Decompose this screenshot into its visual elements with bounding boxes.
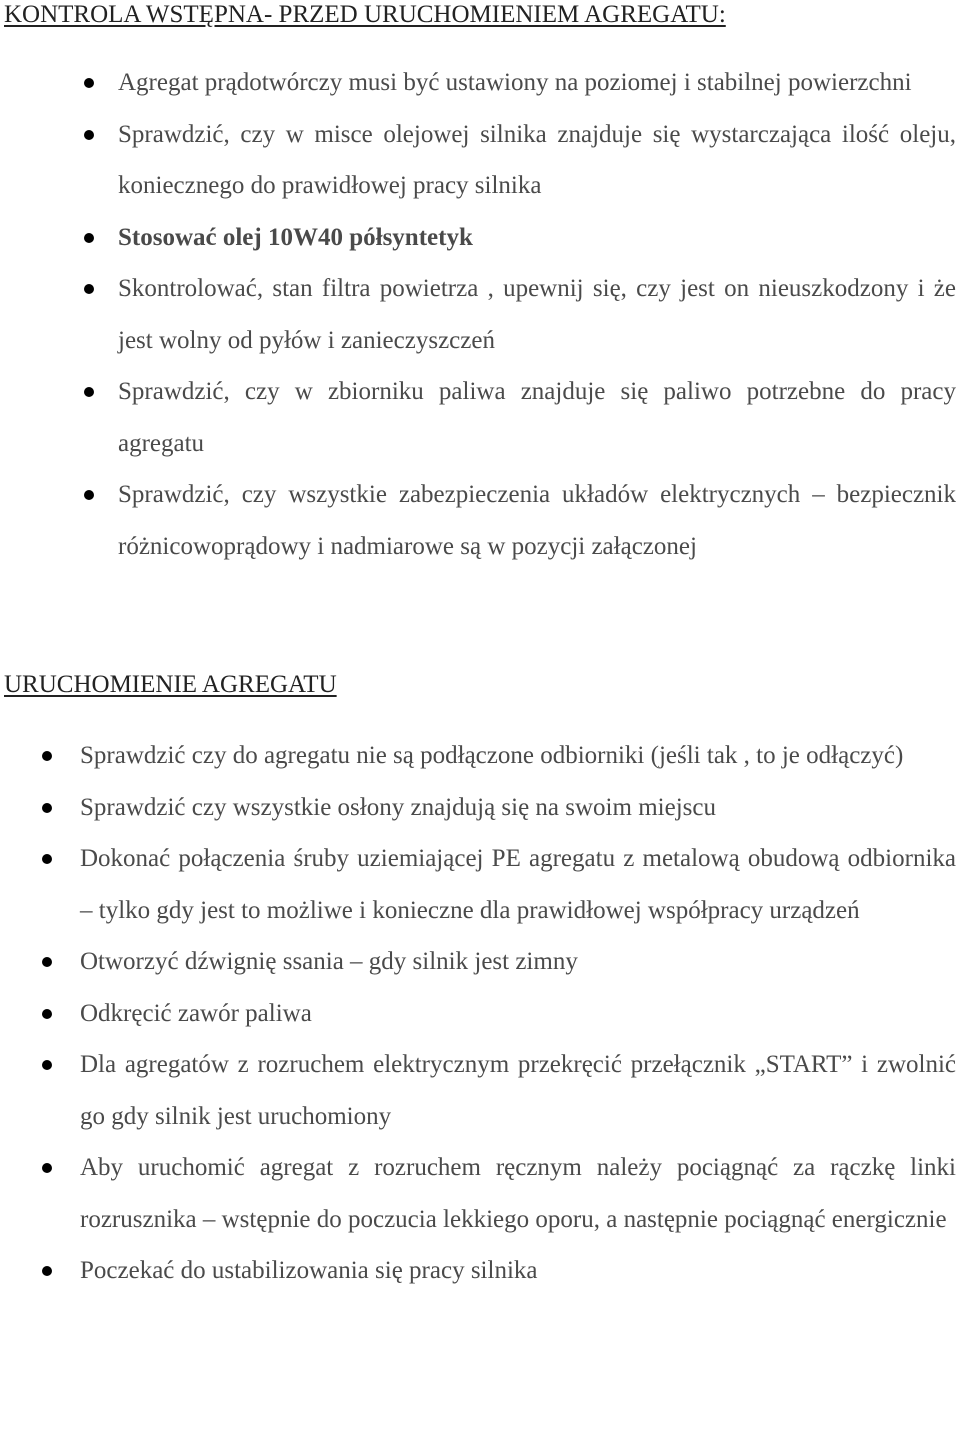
pre-start-checklist — [118, 57, 956, 572]
bullet-icon — [42, 1163, 52, 1173]
list-item: Aby uruchomić agregat z rozruchem ręcznym należy pociągnąć za rączkę linki rozrusznika – wstępnie do poczucia lekkiego oporu, a następnie pociągnąć energicznie — [80, 1142, 956, 1245]
section-heading-pre-start-check: KONTROLA WSTĘPNA- PRZED URUCHOMIENIEM AGREGATU: — [4, 1, 726, 28]
bullet-icon — [84, 387, 94, 397]
list-item: Odkręcić zawór paliwa — [80, 988, 956, 1040]
list-item — [118, 212, 956, 264]
bullet-icon — [42, 1060, 52, 1070]
section-heading-start-generator: URUCHOMIENIE AGREGATU — [4, 671, 337, 698]
bullet-icon — [42, 1009, 52, 1019]
list-item: Sprawdzić czy wszystkie osłony znajdują się na swoim miejscu — [80, 782, 956, 834]
list-item: Poczekać do ustabilizowania się pracy silnika — [80, 1245, 956, 1297]
list-item: Otworzyć dźwignię ssania – gdy silnik jest zimny — [80, 936, 956, 988]
bullet-icon — [42, 1266, 52, 1276]
bullet-icon — [84, 130, 94, 140]
oil-type-note: Stosować olej 10W40 półsyntetyk — [118, 223, 473, 251]
bullet-icon — [84, 233, 94, 243]
list-item: Dla agregatów z rozruchem elektrycznym przekręcić przełącznik „START” i zwolnić go gdy silnik jest uruchomiony — [80, 1039, 956, 1142]
bullet-icon — [42, 854, 52, 864]
bullet-icon — [84, 284, 94, 294]
bullet-icon — [42, 751, 52, 761]
bullet-icon — [42, 803, 52, 813]
bullet-icon — [84, 490, 94, 500]
list-item: Skontrolować, stan filtra powietrza , upewnij się, czy jest on nieuszkodzony i że jest wolny od pyłów i zanieczyszczeń — [118, 263, 956, 366]
list-item: Sprawdzić, czy w misce olejowej silnika znajduje się wystarczająca ilość oleju, koniecznego do prawidłowej pracy silnika — [118, 109, 956, 212]
bullet-icon — [42, 957, 52, 967]
list-item: Sprawdzić, czy wszystkie zabezpieczenia układów elektrycznych – bezpiecznik różnicowoprądowy i nadmiarowe są w pozycji załączonej — [118, 469, 956, 572]
bullet-icon — [84, 78, 94, 88]
list-item: Dokonać połączenia śruby uziemiającej PE agregatu z metalową obudową odbiornika – tylko gdy jest to możliwe i konieczne dla prawidłowej współpracy urządzeń — [80, 833, 956, 936]
list-item: Sprawdzić czy do agregatu nie są podłączone odbiorniki (jeśli tak , to je odłączyć) — [80, 730, 956, 782]
start-procedure-list — [80, 730, 956, 1297]
list-item: Agregat prądotwórczy musi być ustawiony na poziomej i stabilnej powierzchni — [118, 57, 956, 109]
list-item: Sprawdzić, czy w zbiorniku paliwa znajduje się paliwo potrzebne do pracy agregatu — [118, 366, 956, 469]
